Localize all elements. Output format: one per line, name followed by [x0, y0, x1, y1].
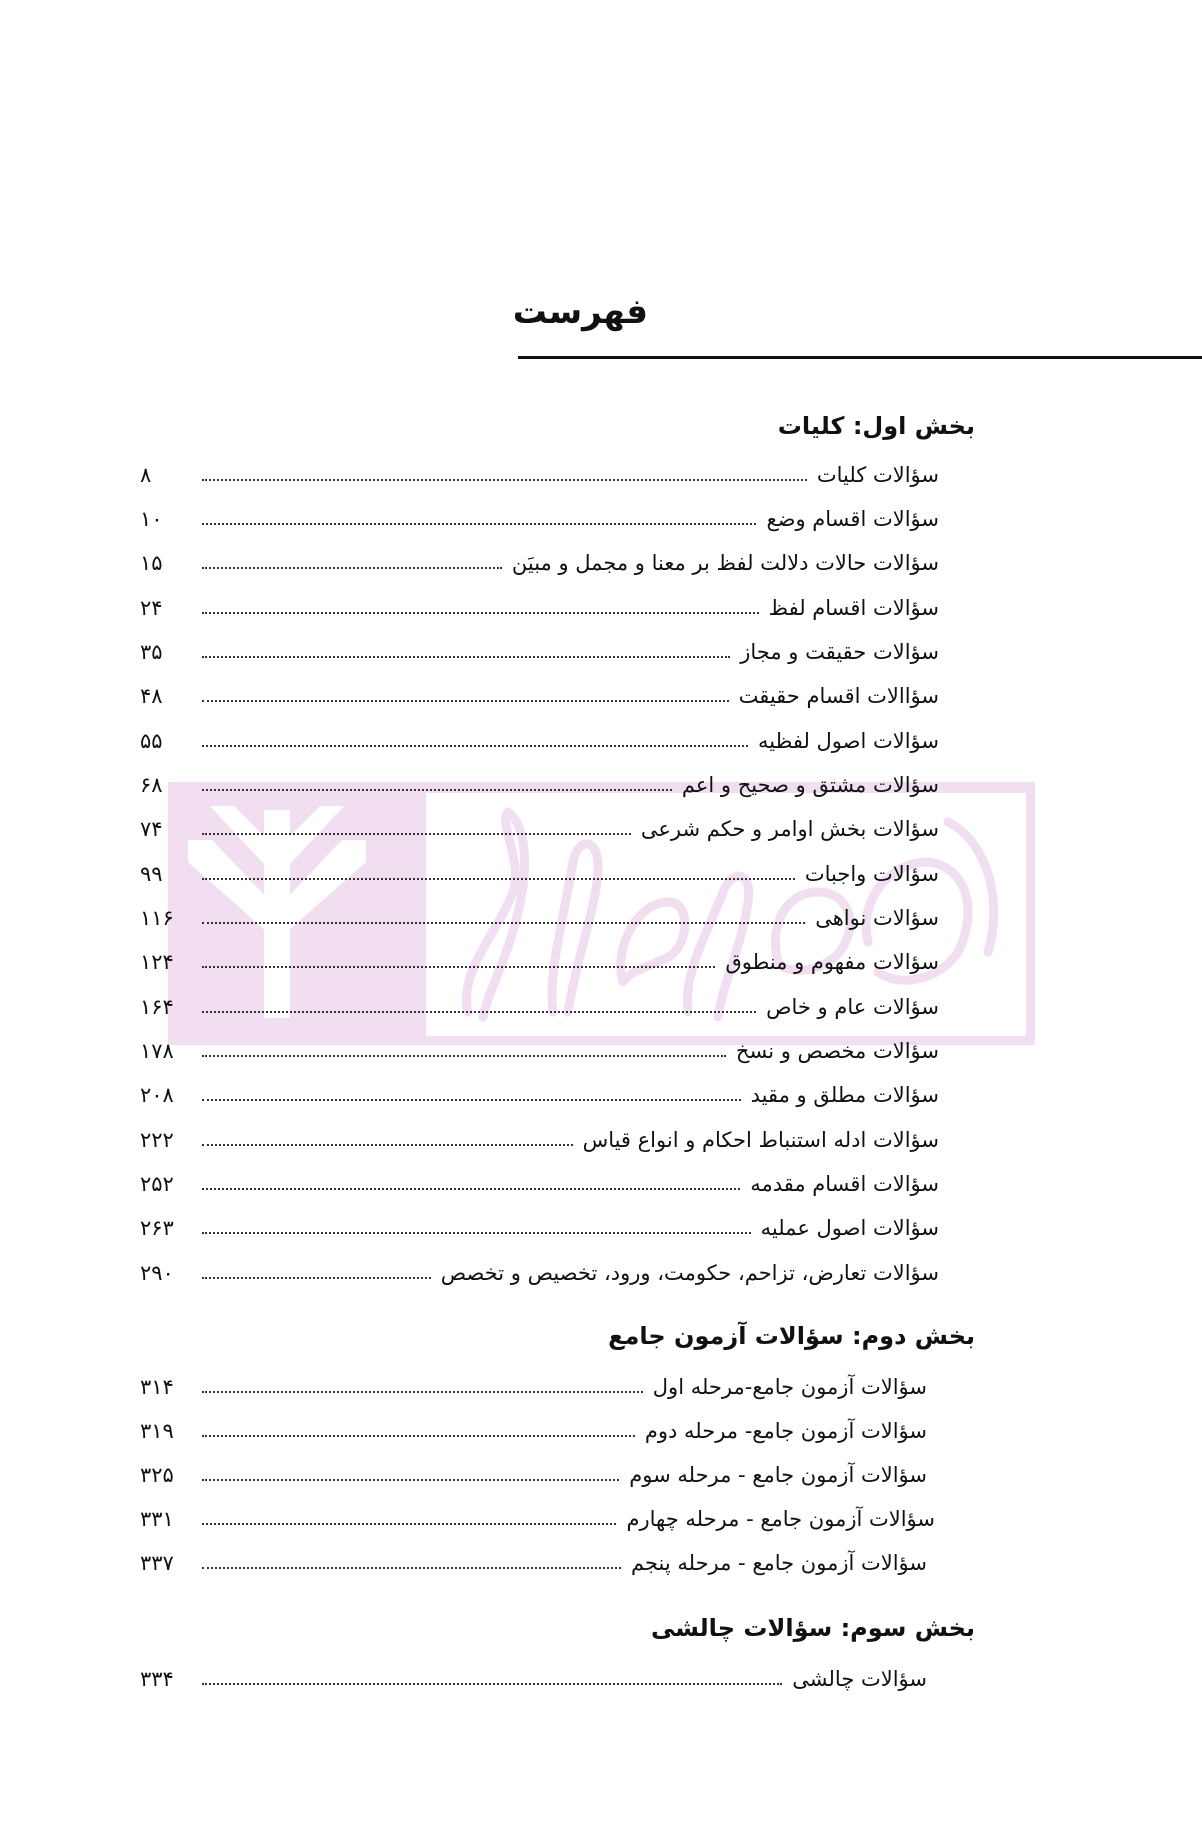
toc-entry[interactable] [140, 1660, 927, 1694]
toc-page-number: ۱۷۸ [140, 1039, 174, 1063]
toc-entry-label: سؤالات کلیات [816, 463, 939, 487]
toc-entry-label: سؤالات بخش اوامر و حکم شرعی [640, 817, 939, 841]
toc-entry[interactable] [140, 1500, 935, 1534]
toc-entry[interactable] [140, 677, 939, 711]
dot-leader [202, 1479, 619, 1481]
toc-entry[interactable] [140, 500, 939, 534]
toc-entry[interactable] [140, 1412, 927, 1446]
toc-entry-label: سؤالات مطلق و مقید [750, 1083, 939, 1107]
toc-entry-label: سؤالات اقسام وضع [766, 507, 939, 531]
toc-entry-label: سؤالات آزمون جامع-مرحله اول [652, 1375, 927, 1399]
dot-leader [202, 700, 729, 702]
dot-leader [202, 1055, 726, 1057]
dot-leader [202, 1144, 573, 1146]
toc-page-number: ۳۱۹ [140, 1419, 174, 1443]
toc-page-number: ۳۳۱ [140, 1507, 174, 1531]
toc-entry-label: سؤالات چالشی [792, 1667, 927, 1691]
toc-page-number: ۳۲۵ [140, 1463, 174, 1487]
toc-entry-label: سؤالات اقسام لفظ [768, 596, 939, 620]
dot-leader [202, 1188, 740, 1190]
toc-entry[interactable] [140, 810, 939, 844]
toc-entry-label: سؤالات ادله استنباط احکام و انواع قیاس [582, 1128, 939, 1152]
dot-leader [202, 833, 631, 835]
toc-entry-label: سؤالات مخصص و نسخ [735, 1039, 939, 1063]
dot-leader [202, 523, 756, 525]
dot-leader [202, 745, 748, 747]
dot-leader [202, 567, 502, 569]
toc-entry[interactable] [140, 544, 939, 578]
toc-entry[interactable] [140, 855, 939, 889]
toc-entry-label: سؤالات مفهوم و منطوق [725, 950, 939, 974]
dot-leader [202, 1683, 782, 1685]
toc-entry-label: سؤالات آزمون جامع - مرحله چهارم [626, 1507, 935, 1531]
dot-leader [202, 922, 805, 924]
toc-page-number: ۲۶۳ [140, 1216, 174, 1240]
toc-entry-label: سؤالات اصول لفظیه [758, 729, 939, 753]
toc-entry[interactable] [140, 722, 939, 756]
toc-page-number: ۴۸ [140, 684, 163, 708]
section-heading-1: بخش اول: کلیات [777, 412, 975, 440]
toc-page-number: ۲۵۲ [140, 1172, 174, 1196]
toc-entry-label: سؤاالات اقسام حقیقت [738, 684, 939, 708]
toc-page-number: ۷۴ [140, 817, 163, 841]
toc-page-number: ۸ [140, 463, 152, 487]
page-title: فهرست [512, 292, 648, 332]
dot-leader [202, 656, 730, 658]
toc-entry[interactable] [140, 1544, 927, 1578]
toc-entry[interactable] [140, 1076, 939, 1110]
toc-page-number: ۲۹۰ [140, 1261, 174, 1285]
toc-entry-label: سؤالات آزمون جامع- مرحله دوم [644, 1419, 927, 1443]
toc-entry[interactable] [140, 943, 939, 977]
toc-entry-label: سؤالات تعارض، تزاحم، حکومت، ورود، تخصیص و تخصص [440, 1261, 939, 1285]
toc-page-number: ۱۶۴ [140, 995, 174, 1019]
toc-entry-label: سؤالات نواهی [815, 906, 939, 930]
toc-entry-label: سؤالات عام و خاص [766, 995, 939, 1019]
toc-page-number: ۱۰ [140, 507, 163, 531]
toc-entry-label: سؤالات آزمون جامع - مرحله پنجم [630, 1551, 927, 1575]
toc-page-number: ۲۴ [140, 596, 163, 620]
toc-entry[interactable] [140, 633, 939, 667]
toc-entry-label: سؤالات حقیقت و مجاز [740, 640, 939, 664]
dot-leader [202, 1099, 741, 1101]
dot-leader [202, 479, 807, 481]
toc-page-number: ۱۲۴ [140, 950, 174, 974]
toc-entry[interactable] [140, 589, 939, 623]
dot-leader [202, 1277, 431, 1279]
toc-page-number: ۶۸ [140, 773, 163, 797]
dot-leader [202, 1567, 621, 1569]
toc-entry-label: سؤالات واجبات [804, 862, 939, 886]
toc-entry[interactable] [140, 766, 939, 800]
toc-entry[interactable] [140, 899, 939, 933]
dot-leader [202, 1011, 756, 1013]
dot-leader [202, 878, 795, 880]
toc-entry[interactable] [140, 456, 939, 490]
section-heading-2: بخش دوم: سؤالات آزمون جامع [608, 1322, 975, 1350]
toc-page-number: ۹۹ [140, 862, 163, 886]
dot-leader [202, 966, 715, 968]
toc-page-number: ۵۵ [140, 729, 163, 753]
toc-entry-label: سؤالات مشتق و صحیح و اعم [681, 773, 939, 797]
toc-entry[interactable] [140, 1121, 939, 1155]
title-underline-divider [518, 356, 1202, 359]
toc-page-number: ۲۲۲ [140, 1128, 174, 1152]
toc-entry[interactable] [140, 988, 939, 1022]
toc-entry[interactable] [140, 1209, 939, 1243]
toc-page-number: ۳۱۴ [140, 1375, 174, 1399]
toc-entry[interactable] [140, 1368, 927, 1402]
dot-leader [202, 1435, 635, 1437]
toc-entry-label: سؤالات آزمون جامع - مرحله سوم [629, 1463, 927, 1487]
toc-page-number: ۳۵ [140, 640, 163, 664]
toc-entry[interactable] [140, 1165, 939, 1199]
dot-leader [202, 1523, 616, 1525]
toc-entry[interactable] [140, 1254, 939, 1288]
toc-entry-label: سؤالات اصول عملیه [760, 1216, 939, 1240]
toc-page-number: ۲۰۸ [140, 1083, 174, 1107]
dot-leader [202, 1232, 751, 1234]
toc-entry[interactable] [140, 1456, 927, 1490]
toc-page-number: ۱۱۶ [140, 906, 174, 930]
toc-entry[interactable] [140, 1032, 939, 1066]
toc-page-number: ۳۳۴ [140, 1667, 174, 1691]
dot-leader [202, 789, 672, 791]
section-heading-3: بخش سوم: سؤالات چالشی [650, 1614, 975, 1642]
toc-page-number: ۳۳۷ [140, 1551, 174, 1575]
toc-page-number: ۱۵ [140, 551, 163, 575]
dot-leader [202, 612, 759, 614]
dot-leader [202, 1391, 643, 1393]
toc-entry-label: سؤالات حالات دلالت لفظ بر معنا و مجمل و مبیَن [511, 551, 939, 575]
toc-entry-label: سؤالات اقسام مقدمه [750, 1172, 939, 1196]
